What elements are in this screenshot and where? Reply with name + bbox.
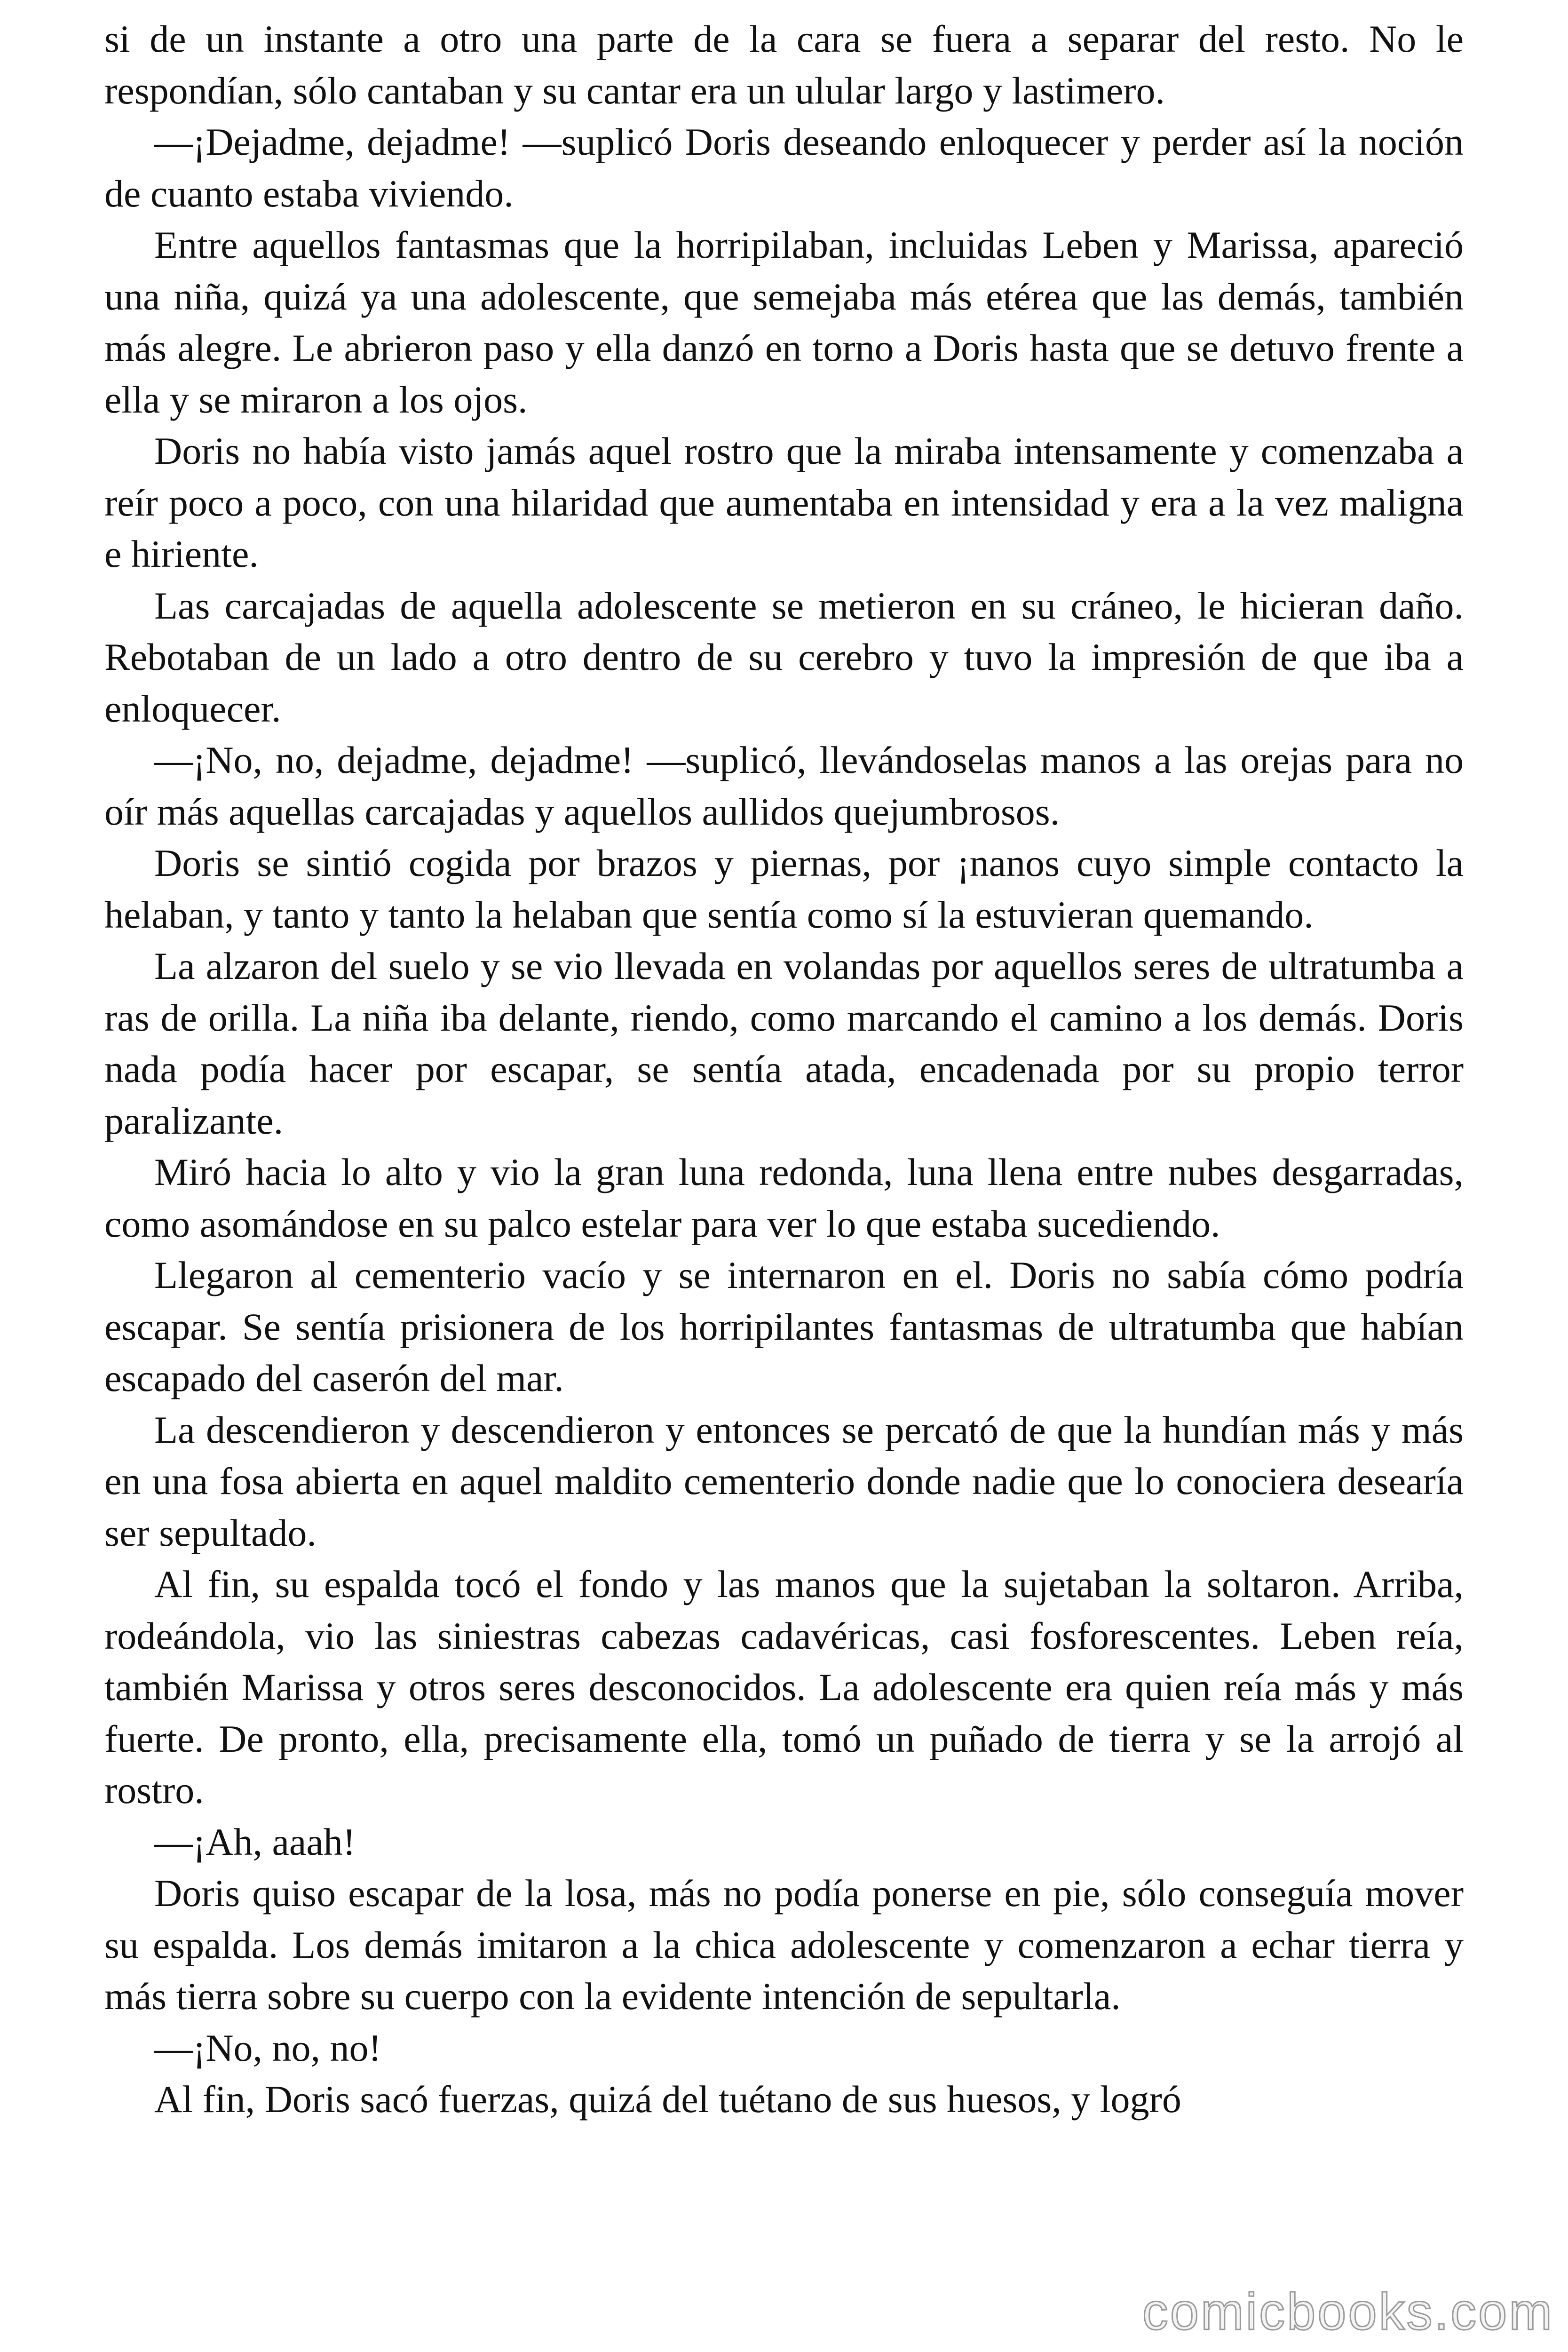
watermark-logo: comicbooks.com (1142, 2283, 1554, 2341)
paragraph-2: —¡Dejadme, dejadme! —suplicó Doris deseando enloquecer y perder así la noción de cuanto estaba viviendo. (104, 120, 1464, 215)
paragraph-7: Doris se sintió cogida por brazos y piernas, por ¡nanos cuyo simple contacto la helaban, y tanto y tanto la helaban que sentía como sí la estuvieran quemando. (104, 842, 1464, 936)
paragraph-14: Doris quiso escapar de la losa, más no podía ponerse en pie, sólo conseguía mover su espalda. Los demás imitaron a la chica adolescente y comenzaron a echar tierra y más tierra sobre su cuerpo con la evidente intención de sepultarla. (104, 1872, 1464, 2018)
paragraph-9: Miró hacia lo alto y vio la gran luna redonda, luna llena entre nubes desgarradas, como asomándose en su palco estelar para ver lo que estaba sucediendo. (104, 1151, 1464, 1245)
paragraph-3: Entre aquellos fantasmas que la horripilaban, incluidas Leben y Marissa, apareció una niña, quizá ya una adolescente, que semejaba más etérea que las demás, también más alegre. Le abrieron paso y ella danzó en torno a Doris hasta que se detuvo frente a ella y se miraron a los ojos. (104, 223, 1464, 421)
paragraph-15: —¡No, no, no! (154, 2026, 381, 2069)
paragraph-11: La descendieron y descendieron y entonces se percató de que la hundían más y más en una fosa abierta en aquel maldito cementerio donde nadie que lo conociera desearía ser sepultado. (104, 1408, 1464, 1554)
paragraph-13: —¡Ah, aaah! (154, 1820, 356, 1863)
paragraph-8: La alzaron del suelo y se vio llevada en volandas por aquellos seres de ultratumba a ras de orilla. La niña iba delante, riendo, como marcando el camino a los demás. Doris nada podía hacer por escapar, se sentía atada, encadenada por su propio terror paralizante. (104, 945, 1464, 1142)
paragraph-10: Llegaron al cementerio vacío y se internaron en el. Doris no sabía cómo podría escapar. Se sentía prisionera de los horripilantes fantasmas de ultratumba que habían escapado del caserón del mar. (104, 1254, 1464, 1399)
paragraph-1: si de un instante a otro una parte de la cara se fuera a separar del resto. No le respondían, sólo cantaban y su cantar era un ulular largo y lastimero. (104, 17, 1464, 112)
paragraph-4: Doris no había visto jamás aquel rostro que la miraba intensamente y comenzaba a reír poco a poco, con una hilaridad que aumentaba en intensidad y era a la vez maligna e hiriente. (104, 429, 1464, 575)
paragraph-16: Al fin, Doris sacó fuerzas, quizá del tuétano de sus huesos, y logró (154, 2078, 1181, 2121)
paragraph-12: Al fin, su espalda tocó el fondo y las manos que la sujetaban la soltaron. Arriba, rodeándola, vio las siniestras cabezas cadavéricas, casi fosforescentes. Leben reía, también Marissa y otros seres desconocidos. La adolescente era quien reía más y más fuerte. De pronto, ella, precisamente ella, tomó un puñado de tierra y se la arrojó al rostro. (104, 1563, 1464, 1812)
page-body (104, 13, 1464, 2125)
paragraph-5: Las carcajadas de aquella adolescente se metieron en su cráneo, le hicieran daño. Rebotaban de un lado a otro dentro de su cerebro y tuvo la impresión de que iba a enloquecer. (104, 584, 1464, 730)
paragraph-6: —¡No, no, dejadme, dejadme! —suplicó, llevándoselas manos a las orejas para no oír más aquellas carcajadas y aquellos aullidos quejumbrosos. (104, 739, 1464, 833)
